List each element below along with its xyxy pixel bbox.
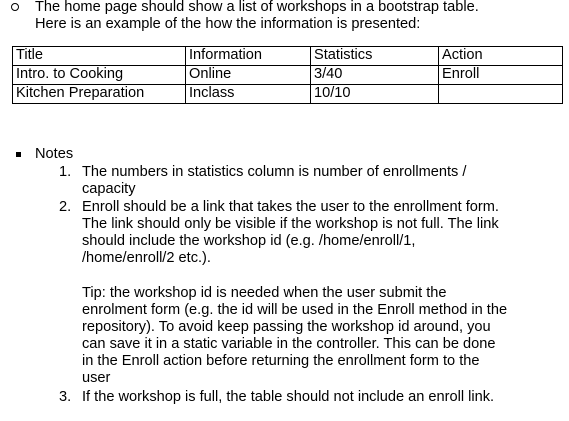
tip-line-1: Tip: the workshop id is needed when the user submit the <box>82 285 447 301</box>
table-header-row <box>13 47 563 66</box>
cell-information: Online <box>186 66 311 85</box>
cell-title: Kitchen Preparation <box>13 85 186 104</box>
tip-line-5: in the Enroll action before returning the enrollment form to the <box>82 353 480 369</box>
header-title: Title <box>13 47 186 66</box>
note-1-line-2: capacity <box>82 181 136 197</box>
cell-statistics: 10/10 <box>311 85 439 104</box>
intro-line-2: Here is an example of the how the information is presented: <box>35 16 421 32</box>
note-3-line-1: If the workshop is full, the table should not include an enroll link. <box>82 389 495 405</box>
cell-action: Enroll <box>439 66 563 85</box>
note-2-line-1: Enroll should be a link that takes the user to the enrollment form. <box>82 199 499 215</box>
note-2-line-4: /home/enroll/2 etc.). <box>82 250 211 266</box>
cell-action <box>439 85 563 104</box>
tip-line-3: repository). To avoid keep passing the workshop id around, you <box>82 319 491 335</box>
cell-title: Intro. to Cooking <box>13 66 186 85</box>
note-2-line-3: should include the workshop id (e.g. /home/enroll/1, <box>82 233 416 249</box>
note-1-line-1: The numbers in statistics column is number of enrollments / <box>82 164 467 180</box>
note-number-3: 3. <box>59 389 72 405</box>
note-number-2: 2. <box>59 199 72 215</box>
circle-bullet-icon <box>11 3 19 11</box>
note-2-line-2: The link should only be visible if the workshop is not full. The link <box>82 216 499 232</box>
tip-line-2: enrolment form (e.g. the id will be used in the Enroll method in the <box>82 302 508 318</box>
tip-line-6: user <box>82 370 111 386</box>
table-row <box>13 66 563 85</box>
cell-statistics: 3/40 <box>311 66 439 85</box>
notes-heading: Notes <box>35 146 74 162</box>
workshops-table <box>12 46 563 104</box>
table-row <box>13 85 563 104</box>
tip-line-4: can save it in a static variable in the controller. This can be done <box>82 336 496 352</box>
note-number-1: 1. <box>59 164 72 180</box>
header-information: Information <box>186 47 311 66</box>
header-action: Action <box>439 47 563 66</box>
intro-line-1: The home page should show a list of workshops in a bootstrap table. <box>35 0 479 15</box>
header-statistics: Statistics <box>311 47 439 66</box>
cell-information: Inclass <box>186 85 311 104</box>
square-bullet-icon <box>16 152 21 157</box>
